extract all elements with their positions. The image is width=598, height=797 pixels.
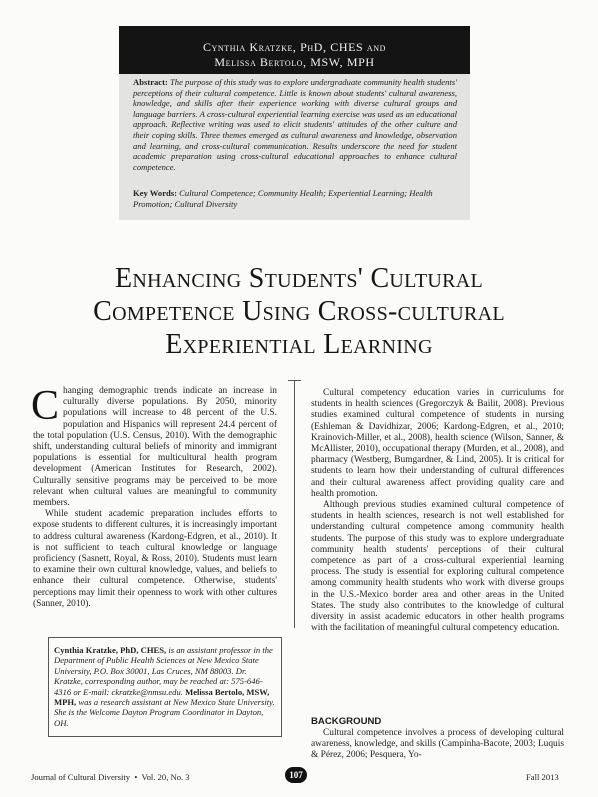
paragraph: Although previous studies examined cultural competence of students in health sciences, research is not well established for understanding cultural competence among community health students. The purpose of this study was to explore undergraduate community health students' perceptions of their cultural competence as part of a cross-cultural experiential learning process. The study is essential for exploring cultural competence among community health students who work with diverse groups in the U.S.-Mexico border area and other areas in the United States. The study also contributes to the knowledge of cultural diversity in assist academic educators in other health programs with the facilitation of meaningful cultural competency education. xyxy=(311,500,564,634)
paragraph: While student academic preparation includes efforts to expose students to different cultures, it is increasingly important to address cultural awareness (Kardong-Edgren, et al., 2010). It is not sufficient to teach cultural knowledge or language proficiency (Sasnett, Royal, & Ross, 2010). Students must learn to examine their own cultural knowledge, values, and beliefs to enhance their cultural competence. Otherwise, students' perceptions may limit their openness to work with other cultures (Sanner, 2010). xyxy=(33,509,277,609)
footer-season: Fall 2013 xyxy=(526,772,559,782)
section-heading: BACKGROUND xyxy=(311,716,382,727)
column-separator xyxy=(294,380,295,628)
keywords-text: Cultural Competence; Community Health; Experiential Learning; Health Promotion; Cultural Diversity xyxy=(133,188,433,209)
paragraph xyxy=(31,383,277,509)
journal-volume: Vol. 20, No. 3 xyxy=(141,772,190,782)
keywords-label: Key Words: xyxy=(133,188,178,198)
author-line-2: Melissa Bertolo, MSW, MPH xyxy=(214,55,375,69)
right-column-continued xyxy=(311,728,564,762)
author-bio xyxy=(54,645,276,728)
footer-bullet: • xyxy=(134,772,138,782)
paragraph-text: hanging demographic trends indicate an increase in culturally diverse populations. By 2050, minority populations will increase to 48 percent of the U.S. population and Hispanics will represent 24.4 percent of the total population (U.S. Census, 2010). With the demographic shift, understanding cultural beliefs of minority and immigrant populations is essential for multicultural health program development (American Institutes for Research, 2002). Culturally sensitive programs may be perceived to be more relevant when cultural values are meaningful to community members. xyxy=(33,386,277,509)
paragraph: Cultural competence involves a process of developing cultural awareness, knowledge, and skills (Campinha-Bacote, 2003; Luquis & Pérez, 2006; Pesquera, Yo- xyxy=(311,728,564,761)
abstract-text: The purpose of this study was to explore undergraduate community health students' perceptions of their cultural competence. Little is known about students' cultural awareness, knowledge, and skills after their experience working with diverse cultural groups and language barriers. A cross-cultural experiential learning exercise was used as an educational approach. Reflective writing was used to elicit students' attitudes of the other culture and their coping skills. Three themes emerged as cultural awareness and knowledge, observation and learning, and cross-cultural communication. Results underscore the need for student academic preparation using cross-cultural educational approaches to enhance cultural competence. xyxy=(133,77,457,172)
abstract-label: Abstract: xyxy=(133,77,168,87)
bio-text-1: is an assistant professor in the Department of Public Health Sciences at New Mexico State University, P.O. Box 30001, Las Cruces, NM 88003. Dr. Kratzke, corresponding author, may be reached at: 575-646-4316 or E-mail: ckratzke@nmsu.edu. xyxy=(54,645,273,697)
title-line-1: Enhancing Students' Cultural xyxy=(114,263,484,294)
paragraph: Cultural competency education varies in curriculums for students in health sciences (Gregorczyk & Bailit, 2008). Previous studies examined cultural competence of students in nursing (Eshleman & Davidhizar, 2006; Kardong-Edgren, et al., 2010; Krainovich-Miller, et al., 2008), health science (Wilson, Sanner, & McAllister, 2010), occupational therapy (Murden, et al., 2008), and pharmacy (Westberg, Bumgardner, & Lind, 2005). It is critical for students to learn how their understanding of cultural differences and their cultural awareness affect providing quality care and health promotion. xyxy=(311,388,564,499)
bio-name-1: Cynthia Kratzke, PhD, CHES, xyxy=(54,645,167,655)
bio-text-2: was a research assistant at New Mexico State University. She is the Welcome Dayton Program Coordinator in Dayton, OH. xyxy=(54,697,275,728)
footer-journal xyxy=(31,772,190,782)
article-title xyxy=(40,262,558,361)
title-line-2: Competence Using Cross-cultural xyxy=(93,296,505,327)
journal-name: Journal of Cultural Diversity xyxy=(31,772,131,782)
bio-name-2: Melissa Bertolo, MSW, MPH, xyxy=(54,686,270,708)
author-line-1: Cynthia Kratzke, PhD, CHES and xyxy=(202,40,387,54)
abstract xyxy=(133,77,457,172)
left-column xyxy=(31,383,277,610)
page-number: 107 xyxy=(285,767,307,783)
drop-cap: C xyxy=(31,383,60,429)
title-line-3: Experiential Learning xyxy=(165,329,433,360)
right-column xyxy=(311,388,564,634)
keywords xyxy=(133,188,457,209)
authors-banner xyxy=(119,26,470,74)
